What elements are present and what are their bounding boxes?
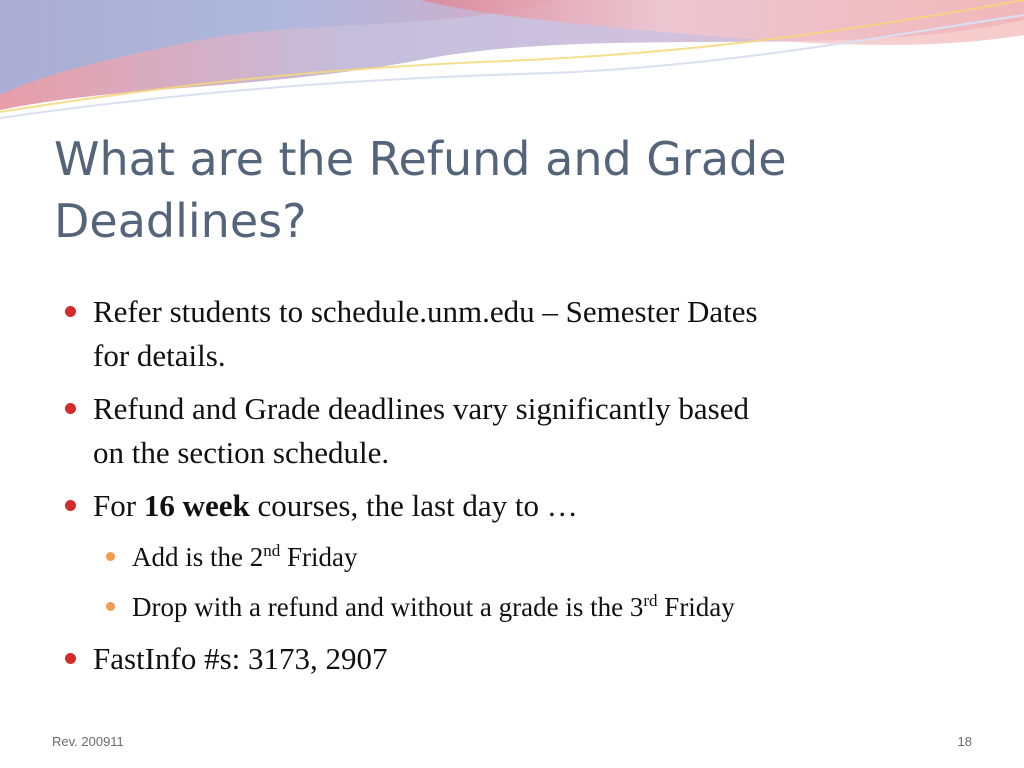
bullet-text: For	[93, 488, 144, 523]
bullet-deadlines-vary	[62, 387, 962, 475]
bullet-fastinfo	[62, 637, 962, 681]
slide-title-line-1: What are the Refund and Grade	[54, 132, 787, 186]
bullet-text: on the section schedule.	[93, 435, 390, 470]
sub-bullet-text: Friday	[657, 592, 735, 622]
slide-title-line-2: Deadlines?	[54, 194, 307, 248]
sub-bullet-add	[104, 537, 962, 577]
bullet-refer-students	[62, 290, 962, 378]
bullet-16-week-courses	[62, 484, 962, 528]
bullet-text: Refer students to schedule.unm.edu – Semester Dates	[93, 294, 758, 329]
bullet-list	[62, 290, 962, 690]
bullet-dot-icon	[65, 500, 76, 511]
slide-number: 18	[957, 734, 972, 749]
bullet-dot-icon	[65, 306, 76, 317]
bullet-text: Refund and Grade deadlines vary significantly based	[93, 391, 749, 426]
sub-bullet-dot-icon	[106, 552, 115, 561]
bullet-dot-icon	[65, 653, 76, 664]
bullet-text: FastInfo #s: 3173, 2907	[93, 641, 388, 676]
bullet-dot-icon	[65, 403, 76, 414]
sub-bullet-dot-icon	[106, 602, 115, 611]
sub-bullet-text: Friday	[280, 542, 358, 572]
bullet-text: courses, the last day to …	[249, 488, 578, 523]
decorative-header-wave	[0, 0, 1024, 130]
bullet-bold-text: 16 week	[143, 488, 250, 523]
footer-revision: Rev. 200911	[52, 734, 124, 749]
sub-bullet-text: Add is the 2	[132, 542, 264, 572]
slide-title	[54, 128, 954, 252]
superscript: nd	[263, 541, 281, 560]
sub-bullet-text: Drop with a refund and without a grade is the 3	[132, 592, 644, 622]
sub-bullet-drop	[104, 587, 962, 627]
superscript: rd	[643, 591, 658, 610]
bullet-text: for details.	[93, 338, 226, 373]
